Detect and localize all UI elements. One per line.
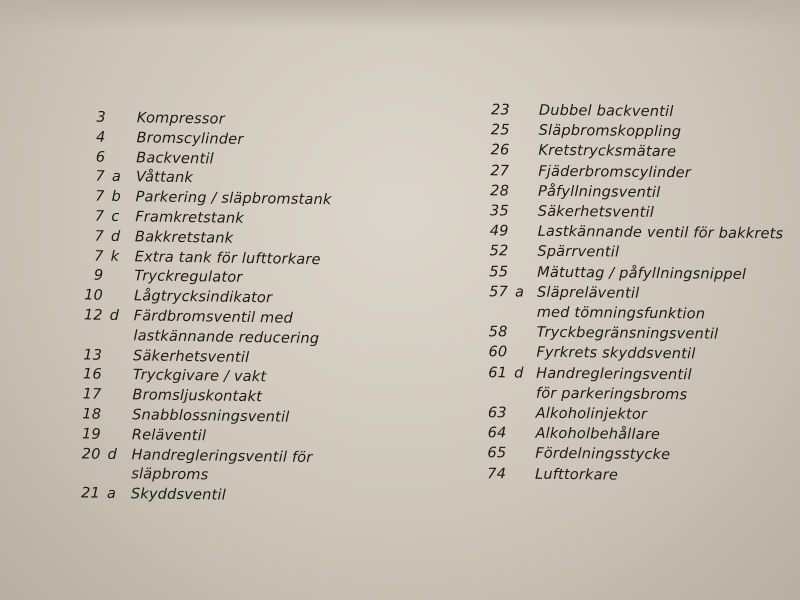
part-suffix: d — [514, 365, 524, 382]
part-number: 7 — [95, 168, 106, 186]
parts-list-left-column — [52, 108, 333, 508]
part-description: Lufttorkare — [534, 466, 619, 484]
parts-list-entry — [467, 363, 782, 407]
part-description: Snabblossningsventil — [132, 407, 290, 426]
part-number: 55 — [489, 263, 509, 281]
part-description: Släpreläventil med tömningsfunktion — [536, 284, 706, 323]
part-suffix: a — [111, 169, 122, 186]
part-number: 63 — [487, 405, 507, 422]
part-description: Bromscylinder — [136, 130, 244, 148]
part-number: 3 — [96, 109, 106, 126]
part-number: 7 — [94, 228, 105, 245]
part-description: Dubbel backventil — [538, 102, 674, 121]
part-number: 25 — [490, 122, 510, 139]
part-suffix: d — [107, 446, 118, 463]
part-number: 7 — [95, 188, 105, 205]
part-suffix: b — [111, 189, 122, 206]
part-description: Tryckregulator — [134, 268, 243, 287]
part-description: Backventil — [136, 149, 214, 168]
part-suffix: d — [109, 307, 120, 324]
part-description: Tryckgivare / vakt — [132, 367, 267, 386]
part-number: 28 — [490, 183, 510, 200]
part-description: Fjäderbromscylinder — [538, 163, 692, 181]
part-number: 7 — [94, 208, 105, 225]
part-suffix: a — [106, 485, 117, 503]
part-description: Färdbromsventil med lastkännande reducering — [133, 308, 320, 347]
part-description: Lastkännande ventil för bakkrets — [537, 223, 784, 243]
part-description: Bromsljuskontakt — [132, 387, 263, 406]
part-description: Skyddsventil — [130, 486, 227, 504]
part-number: 49 — [489, 223, 509, 240]
part-description: Alkoholinjektor — [535, 405, 648, 423]
part-description: Handregleringsventil för parkeringsbroms — [535, 365, 692, 404]
part-description: Extra tank för lufttorkare — [134, 248, 321, 268]
part-number: 6 — [95, 149, 106, 166]
part-number: 57 — [489, 284, 509, 301]
part-number: 16 — [82, 366, 102, 384]
part-description: Kretstrycksmätare — [538, 143, 677, 161]
part-number: 9 — [93, 267, 104, 285]
part-suffix: d — [110, 228, 121, 245]
part-description: Fördelningsstycke — [535, 446, 671, 464]
part-number: 17 — [82, 386, 102, 403]
part-number: 21 — [80, 485, 101, 502]
page-fold-shadow — [0, 0, 800, 30]
part-number: 65 — [487, 445, 507, 462]
part-description: Fyrkrets skyddsventil — [536, 345, 696, 363]
part-number: 13 — [83, 346, 103, 364]
part-description: Parkering / släpbromstank — [135, 189, 332, 209]
part-description: Våttank — [135, 169, 194, 187]
part-description: Spärrventil — [537, 244, 620, 261]
part-number: 64 — [487, 425, 507, 442]
part-number: 18 — [82, 406, 102, 423]
part-number: 74 — [487, 465, 507, 483]
part-description: Mätuttag / påfyllningsnippel — [537, 264, 747, 283]
part-number: 23 — [490, 102, 510, 119]
part-number: 26 — [490, 142, 510, 159]
part-number: 35 — [489, 203, 509, 220]
part-description: Kompressor — [136, 110, 225, 128]
part-description: Säkerhetsventil — [537, 203, 655, 221]
part-description: Handregleringsventil för släpbroms — [131, 446, 313, 484]
part-number: 7 — [94, 248, 104, 265]
part-description: Reläventil — [131, 426, 207, 445]
part-description: Säkerhetsventil — [132, 347, 250, 366]
part-suffix: k — [110, 248, 120, 265]
parts-list-entry — [52, 445, 328, 489]
part-description: Alkoholbehållare — [535, 425, 661, 444]
part-suffix: a — [514, 284, 525, 301]
part-suffix: c — [111, 208, 120, 225]
part-number: 19 — [81, 426, 102, 443]
part-number: 20 — [81, 445, 101, 463]
part-description: Påfyllningsventil — [537, 183, 661, 201]
part-number: 12 — [83, 307, 103, 324]
part-description: Bakkretstank — [134, 229, 234, 247]
parts-list-entry — [468, 282, 783, 326]
part-number: 27 — [490, 162, 510, 180]
parts-list-right-column — [466, 100, 785, 487]
part-number: 61 — [488, 364, 508, 382]
parts-list-entry — [466, 464, 781, 487]
part-description: Släpbromskoppling — [538, 122, 682, 141]
part-description: Lågtrycksindikator — [133, 288, 273, 307]
part-number: 60 — [488, 344, 508, 361]
part-number: 4 — [95, 129, 106, 146]
part-description: Tryckbegränsningsventil — [536, 324, 719, 343]
part-description: Framkretstank — [135, 209, 245, 227]
part-number: 52 — [489, 243, 509, 260]
parts-list-entry — [54, 306, 330, 350]
part-number: 10 — [84, 287, 104, 304]
part-number: 58 — [488, 324, 508, 341]
